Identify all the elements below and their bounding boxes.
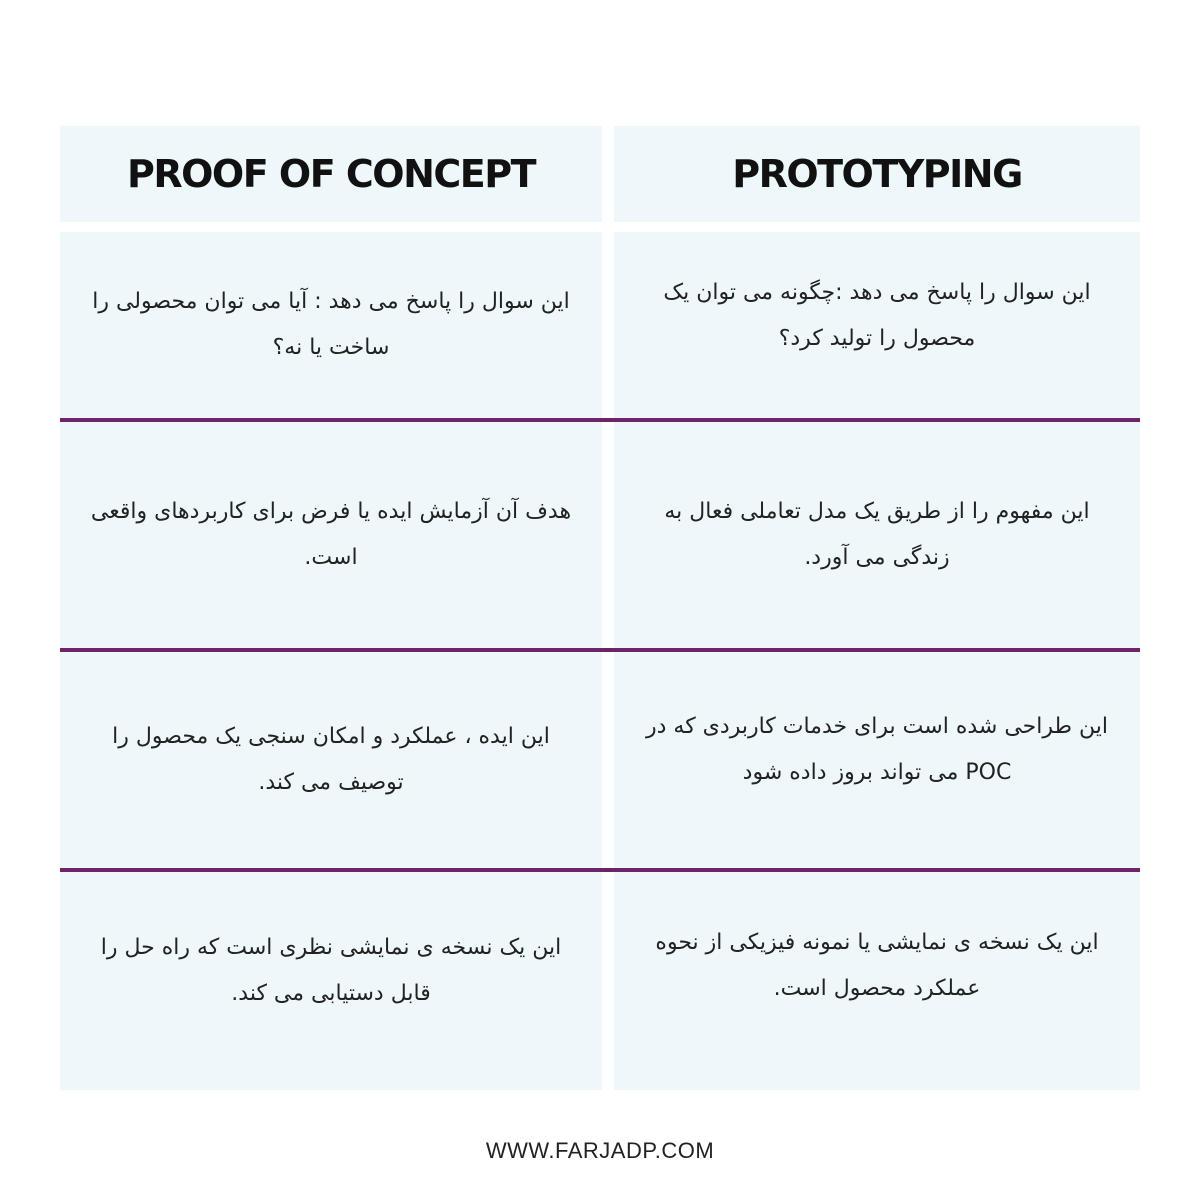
cell-text: این ایده ، عملکرد و امکان سنجی یک محصول را توصیف می کند. [112,724,550,795]
header-proof-of-concept: PROOF OF CONCEPT [126,152,535,196]
header-prototyping: PROTOTYPING [732,152,1022,196]
cell-text: این مفهوم را از طریق یک مدل تعاملی فعال به زندگی می آورد. [664,499,1090,570]
cell-text: این یک نسخه ی نمایشی یا نمونه فیزیکی از نحوه عملکرد محصول است. [655,930,1099,1001]
table-cell-row1-right [614,232,1140,418]
header-cell-proof-of-concept [60,126,602,222]
cell-text: این سوال را پاسخ می دهد : آیا می توان محصولی را ساخت یا نه؟ [92,289,570,360]
table-cell-row4-right [614,872,1140,1090]
table-cell-row2-left [60,422,602,648]
table-cell-row4-left [60,872,602,1090]
table-cell-row3-right [614,652,1140,868]
cell-text: این یک نسخه ی نمایشی نظری است که راه حل را قابل دستیابی می کند. [100,935,562,1006]
table-cell-row1-left [60,232,602,418]
cell-text: هدف آن آزمایش ایده یا فرض برای کاربردهای واقعی است. [90,499,572,570]
table-cell-row2-right [614,422,1140,648]
table-cell-row3-left [60,652,602,868]
website-url: WWW.FARJADP.COM [485,1138,715,1163]
comparison-table [60,126,1140,1090]
cell-text: این طراحی شده است برای خدمات کاربردی که در POC می تواند بروز داده شود [646,714,1108,785]
cell-text: این سوال را پاسخ می دهد :چگونه می توان یک محصول را تولید کرد؟ [663,280,1091,351]
header-cell-prototyping [614,126,1140,222]
